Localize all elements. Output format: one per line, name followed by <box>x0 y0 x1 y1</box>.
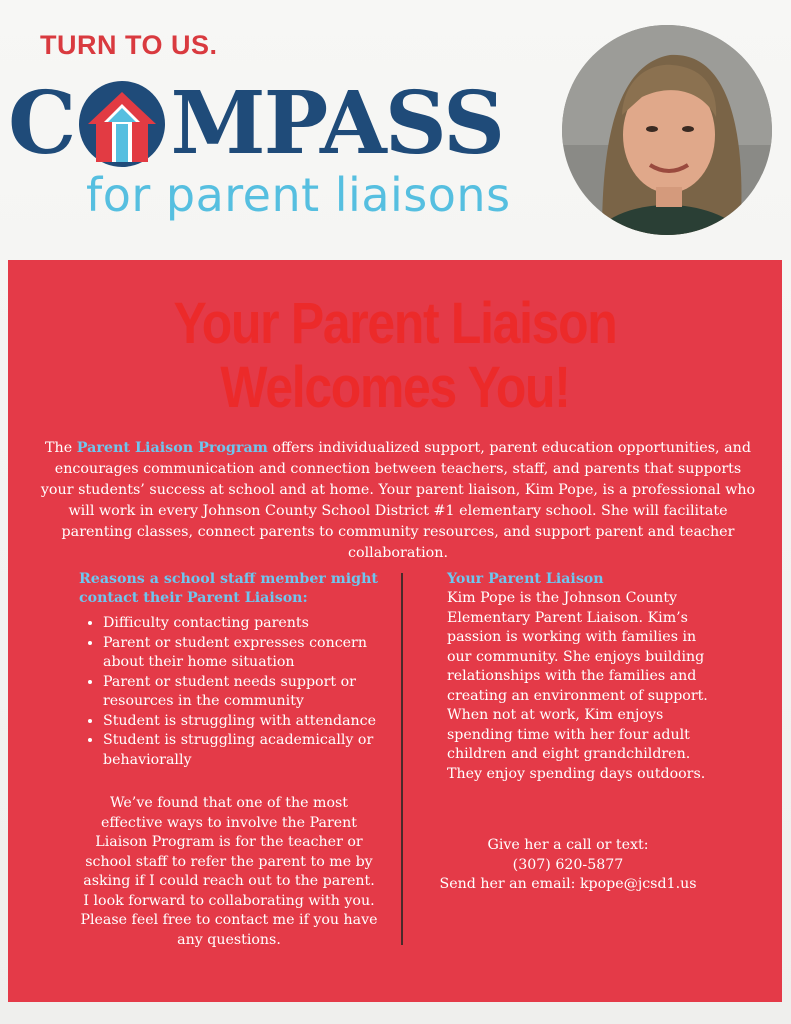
phone-number[interactable]: (307) 620-5877 <box>512 856 624 873</box>
reasons-heading: Reasons a school staff member might contact their Parent Liaison: <box>79 571 378 606</box>
portrait-photo <box>562 25 772 235</box>
program-intro <box>38 438 758 564</box>
list-item: • Difficulty contacting parents <box>103 614 379 634</box>
liaison-heading: Your Parent Liaison <box>447 571 604 587</box>
intro-body: offers individualized support, parent education opportunities, and encourages communication and connection between teachers, staff, and parents that supports your students’ success at school and at home. Your parent liaison, Kim Pope, is a professional who will work in every Johnson County School District #1 elementary school. She will facilitate parenting classes, connect parents to community resources, and support parent and teacher collaboration. <box>40 440 756 561</box>
reasons-section <box>79 570 379 770</box>
logo-word-mpass: MPASS <box>170 73 504 174</box>
headline-line-2: Welcomes You! <box>220 355 570 420</box>
email-line[interactable]: Send her an email: kpope@jcsd1.us <box>439 876 697 892</box>
liaison-section <box>447 570 712 784</box>
welcome-panel <box>8 260 782 1002</box>
column-divider <box>401 573 403 945</box>
welcome-headline <box>62 292 728 420</box>
program-name-highlight: Parent Liaison Program <box>76 440 268 456</box>
contact-call-label: Give her a call or text: <box>487 837 649 853</box>
logo-letter-c: C <box>8 73 75 174</box>
closing-paragraph: We’ve found that one of the most effective ways to involve the Parent Liaison Program is for the teacher or school staff to refer the parent to me by asking if I could reach out to the parent. I look forward to collaborating with you. Please feel free to contact me if you have any questions. <box>80 795 378 948</box>
logo-subtitle: for parent liaisons <box>86 168 511 222</box>
intro-prefix: The <box>44 440 77 456</box>
house-compass-icon <box>76 78 168 170</box>
list-item: • Parent or student needs support or resources in the community <box>103 673 379 712</box>
compass-logo <box>8 73 504 174</box>
list-item: • Student is struggling with attendance <box>103 712 379 732</box>
list-item: • Parent or student expresses concern about their home situation <box>103 634 379 673</box>
list-item: • Student is struggling academically or behaviorally <box>103 731 379 770</box>
liaison-bio: Kim Pope is the Johnson County Elementary Parent Liaison. Kim’s passion is working with families in our community. She enjoys building relationships with the families and creating an environment of support. When not at work, Kim enjoys spending time with her four adult children and eight grandchildren. They enjoy spending days outdoors. <box>447 590 708 782</box>
contact-info <box>438 836 698 895</box>
reasons-list <box>79 614 379 770</box>
tagline: TURN TO US. <box>40 30 218 60</box>
liaison-portrait <box>562 25 772 235</box>
headline-line-1: Your Parent Liaison <box>173 291 617 356</box>
